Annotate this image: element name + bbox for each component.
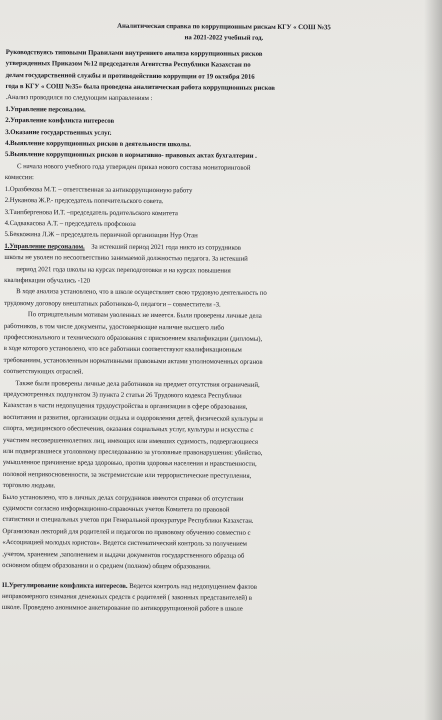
section-1-line: предусмотренных подпунктом 3) пункта 2 статьи 26 Трудового кодекса Республики [3, 390, 242, 400]
document-title-line-1: Аналитическая справка по коррупционным рискам КГУ « СОШ №35 [117, 22, 331, 32]
direction-item: 1.Управление персоналом. [5, 105, 86, 114]
section-2-line: школе. Проведено анонимное анкетирование по антикоррупционной работе в школе [1, 604, 243, 613]
page-edge-shadow [424, 0, 442, 720]
section-1-line: квалификации обучались -120 [4, 276, 91, 285]
direction-item: 3.Оказание государственных услуг. [5, 128, 112, 137]
section-1-line: требованиям, установленным нормативными правовыми актами уполномоченных органов [3, 356, 263, 366]
section-1-line: в ходе которого установлено, что все работники соответствуют квалификационным [3, 345, 242, 355]
section-1-line: «Ассоциацией молодых юристов». Ведется систематический контроль за получением [2, 539, 247, 548]
section-1-line: По отрицательным мотивам уволенных не имеется. Были проверены личные дела [27, 311, 262, 320]
section-1-line: работников, в том числе документы, удостоверяющие наличие высшего либо [3, 322, 225, 332]
document-title-line-2: на 2021-2022 учебный год. [184, 34, 264, 43]
intro-line: года в КГУ « СОШ №35» была проведена аналитическая работа коррупционных рисков [5, 83, 275, 92]
section-1-line: торговлю людьми. [2, 482, 56, 490]
section-1-line: В ходе анализа установлено, что в школе осуществляет свою трудовую деятельность по [16, 288, 267, 298]
section-1-line: участием несовершеннолетних лиц, имеющих или имевших судимость, подвергающиеся [3, 436, 258, 446]
section-1-line: период 2021 года школы на курсах переподготовки и на курсах повышения [16, 265, 231, 275]
commission-member: 3.Таипбергенова И.Т. –председатель родительского комитета [4, 208, 178, 217]
intro-line: делам государственной службы и противодействию коррупции от 19 октября 2016 [5, 71, 255, 81]
section-1-line: школы не уволен по несоответствию занимаемой должностью педагога. За истекший [4, 254, 248, 263]
section-2-text: Ведется контроль над недопущением фактов [129, 582, 257, 591]
section-1-line: или подвергавшиеся уголовному преследованию за уголовные правонарушения: убийство, [2, 448, 263, 457]
commission-member: 5.Беккожина Л.Ж – председатель первичной организации Нур Отан [4, 231, 198, 240]
section-1-line: спорта, медицинского обеспечения, оказания социальных услуг, культуры и искусства с [3, 425, 254, 434]
section-1-line: основном общем образовании и о среднем (полном) общем образовании. [2, 562, 211, 571]
intro-line: Руководствуясь типовыми Правилами внутреннего анализа коррупционных рисков [5, 48, 263, 58]
commission-member: 2.Нуканова Ж.Р.- председатель попечительского совета. [4, 197, 164, 206]
section-1-line: Также были проверены личные дела работников на предмет отсутствия ограничений, [15, 379, 260, 389]
section-1-line: умышленное причинение вреда здоровью, против здоровья населения и нравственности, [2, 459, 257, 469]
direction-item: 5.Выявление коррупционных рисков в нормативно- правовых актах бухгалтерии . [5, 151, 257, 161]
direction-item: 4.Выявление коррупционных рисков в деятельности школы. [5, 140, 191, 149]
section-2-line: неправомерного взимания денежных средств с родителей ( законных представителей) в [1, 592, 252, 602]
section-1-line: ,учетом, хранением ,заполнением и выдачи документов государственного образца об [2, 550, 245, 560]
section-1-line: статистики и специальных учетов при Генеральной прокуратуре Республики Казахстан. [2, 516, 254, 526]
intro-line: .Анализ проводился по следующим направлениям : [5, 94, 153, 103]
section-1-line: соответствующих отраслей. [3, 368, 84, 376]
section-1-line: трудовому договору внештатных работников-0, педагоги – совместители -3. [3, 299, 221, 309]
commission-intro-line: С начала нового учебного года утвержден приказ нового состава мониторинговой [16, 162, 251, 172]
section-1-line: Казахстан в части недопущения трудоустройства в организации в сфере образования, [3, 402, 248, 412]
section-1-line: половой неприкосновенности, за экстремистские или террористические преступления, [2, 470, 252, 480]
commission-intro-line: комиссии: [4, 174, 34, 182]
section-1-line: судимости согласно информационно-справочных учетов Комитета по правовой [2, 505, 230, 514]
commission-member: 1.Оразбекова М.Т. – ответственная за антикоррупционную работу [4, 185, 193, 194]
section-1-line: профессионального и технического образования с присвоением квалификации (дипломы), [3, 333, 263, 343]
document-page [2, 20, 442, 617]
section-1-text: За истекший период 2021 года никто из сотрудников [91, 243, 241, 252]
section-1-line: Было установлено, что в личных делах сотрудников имеются справки об отсутствии [2, 493, 244, 503]
section-1-line: Организован лекторий для родителей и педагогов по правовому обучению совместно с [2, 527, 251, 537]
section-1-line: воспитания и развития, организации отдыха и оздоровления детей, физической культуры и [3, 413, 263, 423]
section-1-heading: 1.Управление персоналом. [4, 242, 85, 251]
section-2-heading: II.Урегулирование конфликта интересов. [2, 581, 128, 590]
intro-line: утвержденных Приказом №12 председателя Агентства Республики Казахстан по [5, 60, 251, 69]
commission-member: 4.Садвакасова А.Т. – председатель профсоюза [4, 219, 136, 228]
direction-item: 2.Управление конфликта интересов [5, 117, 115, 126]
